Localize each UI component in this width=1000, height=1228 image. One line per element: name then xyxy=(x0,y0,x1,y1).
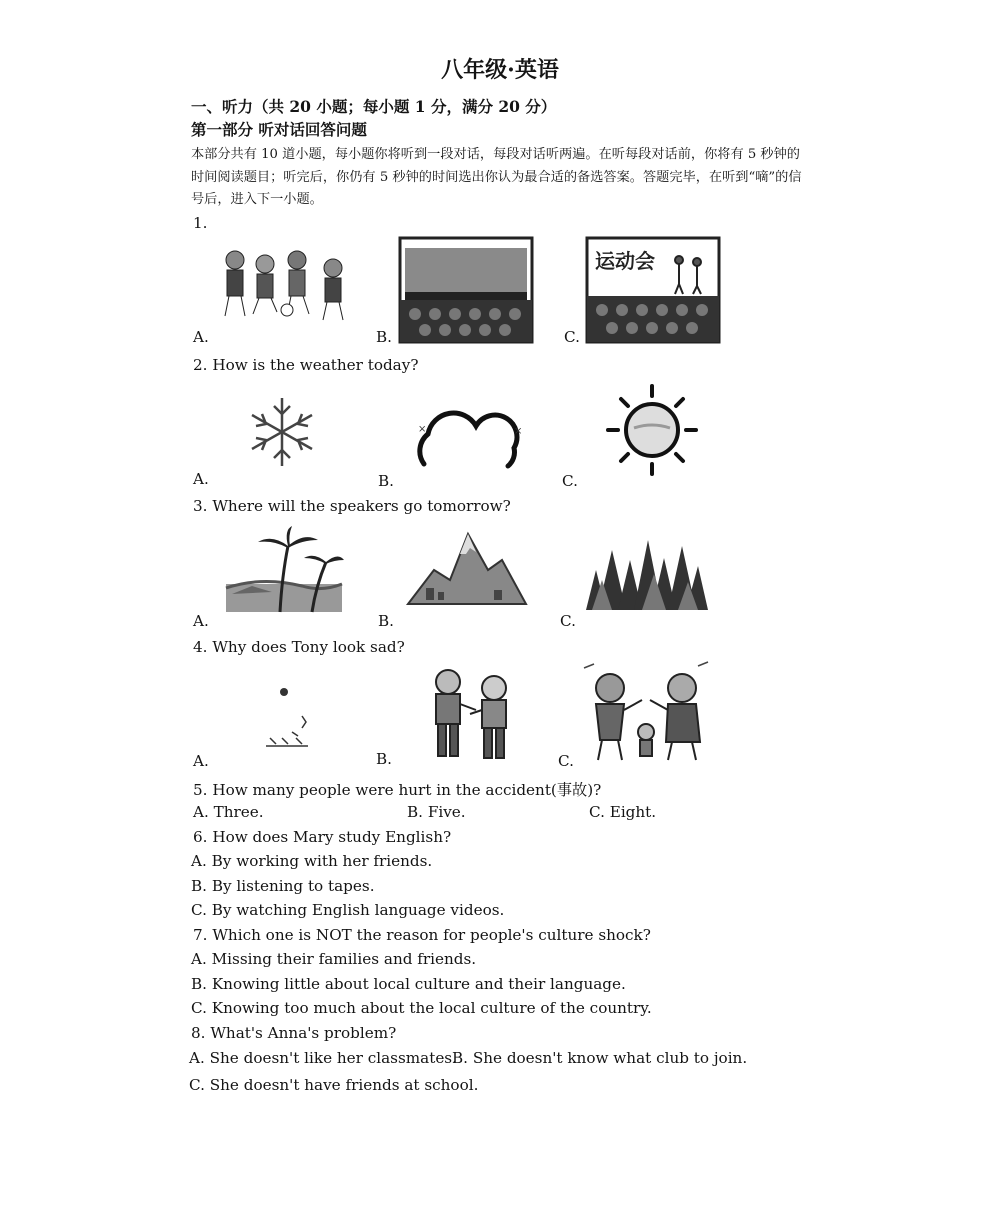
picture-sports-meeting-stage xyxy=(587,238,719,342)
picture-two-boys-talking xyxy=(420,664,524,764)
q7-option-c: C. Knowing too much about the local culture of the country. xyxy=(191,999,652,1017)
q6-option-a: A. By working with her friends. xyxy=(191,852,433,870)
q1-option-b: B. xyxy=(376,328,392,346)
sun-icon xyxy=(604,382,700,478)
q3-option-a: A. xyxy=(193,612,209,630)
q5-option-a: A. Three. xyxy=(193,803,264,821)
q5-option-b: B. Five. xyxy=(407,803,466,821)
q3-option-c: C. xyxy=(560,612,576,630)
picture-forest xyxy=(582,530,710,612)
question-5: 5. How many people were hurt in the accident(事故)? xyxy=(193,781,602,799)
picture-theater-stage xyxy=(400,238,532,342)
q6-option-b: B. By listening to tapes. xyxy=(191,877,375,895)
picture-people-arguing xyxy=(584,660,712,764)
q8-option-c: C. She doesn't have friends at school. xyxy=(189,1076,479,1094)
q6-option-c: C. By watching English language videos. xyxy=(191,901,505,919)
svg-text:×: × xyxy=(514,426,523,437)
instructions: 本部分共有 10 道小题，每小题你将听到一段对话，每段对话听两遍。在听每段对话前，你将有 5 秒钟的时间阅读题目；听完后，你仍有 5 秒钟的时间选出你认为最合适的备选答案。答题完毕，在听到“嘀”的信号后，进入下一小题。 xyxy=(191,147,802,207)
q8-option-b: B. She doesn't know what club to join. xyxy=(452,1049,748,1067)
snowflake-icon xyxy=(244,394,320,470)
q4-option-b: B. xyxy=(376,750,392,768)
q7-option-b: B. Knowing little about local culture and their language. xyxy=(191,975,626,993)
q7-option-a: A. Missing their families and friends. xyxy=(191,950,477,968)
svg-text:×: × xyxy=(418,424,427,435)
question-3: 3. Where will the speakers go tomorrow? xyxy=(193,497,511,515)
question-6: 6. How does Mary study English? xyxy=(193,828,452,846)
q3-option-b: B. xyxy=(378,612,394,630)
q5-option-c: C. Eight. xyxy=(589,803,657,821)
question-7: 7. Which one is NOT the reason for people's culture shock? xyxy=(193,926,651,944)
section-heading: 一、听力（共 20 小题；每小题 1 分，满分 20 分） xyxy=(191,97,557,116)
picture-beach-palm-trees xyxy=(222,526,346,616)
q2-option-a: A. xyxy=(193,470,209,488)
picture-children-football xyxy=(215,240,350,340)
q2-option-b: B. xyxy=(378,472,394,490)
q1-option-c: C. xyxy=(564,328,580,346)
question-2: 2. How is the weather today? xyxy=(193,356,419,374)
stage-sign: 运动会 xyxy=(595,249,655,273)
question-8: 8. What's Anna's problem? xyxy=(191,1024,397,1042)
q2-option-c: C. xyxy=(562,472,578,490)
q8-option-a: A. She doesn't like her classmates. xyxy=(189,1049,457,1067)
page-title: 八年级·英语 xyxy=(441,57,559,83)
picture-mountain xyxy=(404,520,528,608)
part-heading: 第一部分 听对话回答问题 xyxy=(191,120,367,139)
picture-small-figures xyxy=(262,686,318,756)
question-1: 1. xyxy=(193,214,208,232)
question-4: 4. Why does Tony look sad? xyxy=(193,638,405,656)
q4-option-a: A. xyxy=(193,752,209,770)
q4-option-c: C. xyxy=(558,752,574,770)
cloud-icon xyxy=(418,398,523,472)
q1-option-a: A. xyxy=(193,328,209,346)
